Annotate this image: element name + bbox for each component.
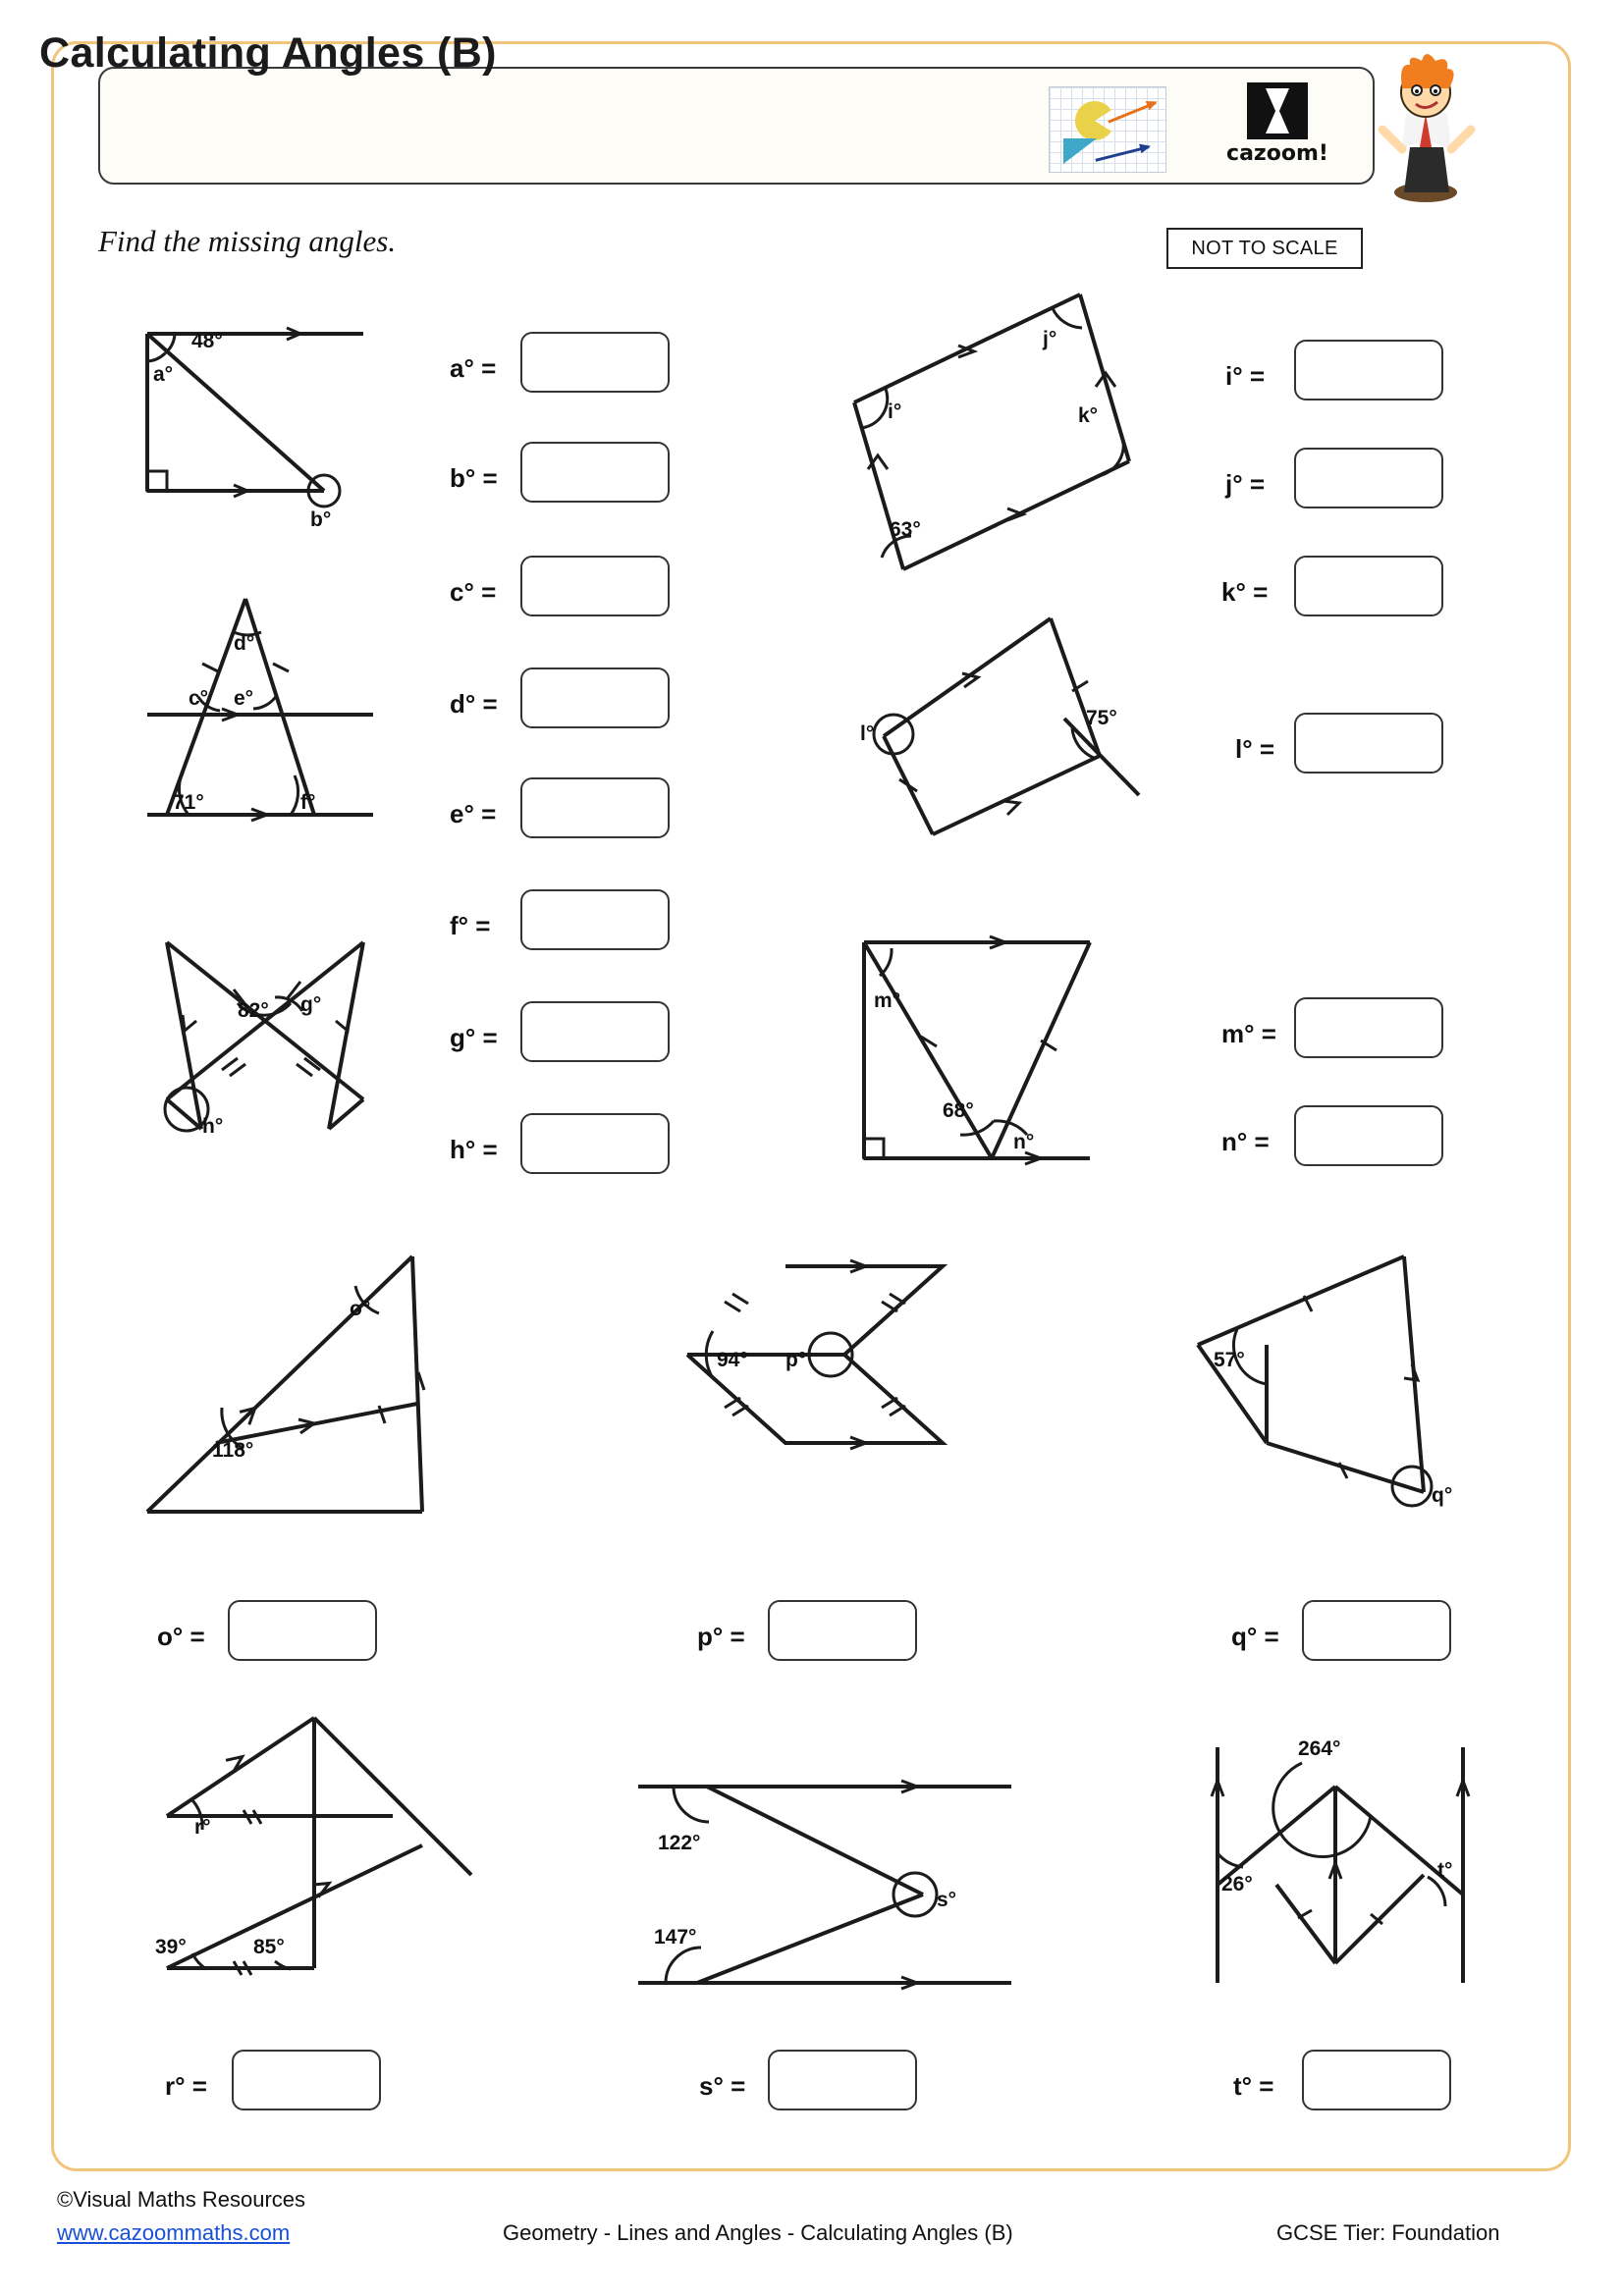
answer-label-i: i° = (1225, 361, 1266, 391)
angle-label-g: g° (300, 993, 322, 1016)
answer-label-m: m° = (1221, 1019, 1276, 1048)
answer-box-m[interactable] (1294, 997, 1443, 1058)
angle-label-q: q° (1432, 1484, 1453, 1507)
answer-label-t: t° = (1233, 2071, 1274, 2101)
instruction-text: Find the missing angles. (98, 224, 397, 258)
diagram-double-triangle-parallel (137, 1708, 461, 2022)
diagram-triangle-in-right-triangle (844, 933, 1139, 1198)
title-box (98, 67, 1375, 185)
answer-box-i[interactable] (1294, 340, 1443, 400)
angle-label-m: m° (874, 989, 901, 1012)
angle-label-s: s° (937, 1889, 957, 1911)
answer-box-c[interactable] (520, 556, 670, 616)
angle-label-68: 68° (943, 1099, 974, 1122)
answer-label-j: j° = (1225, 469, 1266, 499)
angle-label-48: 48° (191, 330, 223, 352)
answer-label-n: n° = (1221, 1127, 1270, 1156)
footer-tier-text: GCSE Tier: Foundation (1276, 2220, 1500, 2245)
angle-label-j: j° (1043, 328, 1057, 350)
answer-label-d: d° = (450, 689, 498, 719)
answer-box-d[interactable] (520, 667, 670, 728)
answer-box-g[interactable] (520, 1001, 670, 1062)
grid-logo-icon (1049, 86, 1166, 173)
angle-label-85: 85° (253, 1936, 285, 1958)
diagram-isosceles-triangle-parallel-lines (128, 589, 412, 874)
angle-label-118: 118° (212, 1439, 254, 1462)
answer-box-b[interactable] (520, 442, 670, 503)
angle-label-d: d° (234, 632, 255, 655)
angle-label-f: f° (300, 791, 316, 814)
angle-label-h: h° (202, 1115, 224, 1138)
diagram-triangle-with-internal-parallel (137, 1247, 461, 1541)
answer-label-s: s° = (699, 2071, 746, 2101)
answer-box-a[interactable] (520, 332, 670, 393)
diagram-rhombus-reflex (1178, 1247, 1473, 1551)
answer-box-r[interactable] (232, 2050, 381, 2110)
not-to-scale-note: NOT TO SCALE (1166, 228, 1363, 269)
answer-label-r: r° = (165, 2071, 207, 2101)
answer-box-h[interactable] (520, 1113, 670, 1174)
page-title: Calculating Angles (B) (39, 29, 497, 77)
angle-label-p: p° (785, 1349, 807, 1371)
answer-label-o: o° = (157, 1622, 205, 1651)
answer-label-e: e° = (450, 799, 497, 828)
cazoom-logo-text: cazoom! (1226, 141, 1328, 166)
angle-label-57: 57° (1214, 1349, 1245, 1371)
answer-label-b: b° = (450, 463, 498, 493)
angle-label-t: t° (1437, 1859, 1453, 1882)
angle-label-k: k° (1078, 404, 1099, 427)
answer-box-p[interactable] (768, 1600, 917, 1661)
diagram-right-triangle-parallel-lines (118, 314, 373, 540)
answer-label-p: p° = (697, 1622, 745, 1651)
answer-label-g: g° = (450, 1023, 498, 1052)
diagram-arrowhead-polygon (658, 1256, 992, 1551)
angle-label-82: 82° (238, 999, 269, 1022)
angle-label-122: 122° (658, 1832, 701, 1854)
answer-box-j[interactable] (1294, 448, 1443, 508)
angle-label-94: 94° (717, 1349, 748, 1371)
angle-label-n: n° (1013, 1131, 1035, 1153)
answer-label-k: k° = (1221, 577, 1269, 607)
angle-label-75: 75° (1086, 707, 1117, 729)
angle-label-26: 26° (1221, 1873, 1253, 1896)
answer-label-l: l° = (1235, 734, 1275, 764)
answer-box-k[interactable] (1294, 556, 1443, 616)
angle-label-b: b° (310, 508, 332, 531)
angle-label-264: 264° (1298, 1737, 1341, 1760)
answer-label-f: f° = (450, 911, 491, 940)
answer-label-q: q° = (1231, 1622, 1279, 1651)
answer-label-a: a° = (450, 353, 497, 383)
diagram-parallelogram (825, 285, 1139, 609)
footer-link[interactable]: www.cazoommaths.com (57, 2220, 291, 2245)
answer-box-n[interactable] (1294, 1105, 1443, 1166)
angle-label-71: 71° (173, 791, 204, 814)
angle-label-a: a° (153, 363, 174, 386)
answer-box-q[interactable] (1302, 1600, 1451, 1661)
angle-label-l: l° (860, 722, 875, 745)
answer-box-s[interactable] (768, 2050, 917, 2110)
angle-label-e: e° (234, 687, 254, 710)
answer-label-c: c° = (450, 577, 497, 607)
footer-center-text: Geometry - Lines and Angles - Calculating Angles (B) (503, 2220, 1013, 2245)
diagram-kite-quadrilateral (854, 609, 1168, 883)
answer-box-e[interactable] (520, 777, 670, 838)
angle-label-c: c° (189, 687, 209, 710)
mascot-icon (1365, 45, 1488, 212)
angle-label-i: i° (888, 400, 902, 423)
angle-label-63: 63° (890, 518, 921, 541)
angle-label-147: 147° (654, 1926, 697, 1949)
footer-copyright: ©Visual Maths Resources (57, 2187, 306, 2212)
answer-box-l[interactable] (1294, 713, 1443, 774)
diagram-zigzag-vertical-parallels (1188, 1728, 1502, 2022)
answer-box-o[interactable] (228, 1600, 377, 1661)
answer-box-t[interactable] (1302, 2050, 1451, 2110)
angle-label-r: r° (194, 1816, 211, 1839)
diagram-zigzag-parallel-lines (619, 1767, 1041, 2012)
answer-box-f[interactable] (520, 889, 670, 950)
cazoom-logo (1214, 82, 1341, 177)
diagram-crossed-triangles (128, 933, 412, 1188)
angle-label-39: 39° (155, 1936, 187, 1958)
angle-label-o: o° (350, 1298, 371, 1320)
answer-label-h: h° = (450, 1135, 498, 1164)
